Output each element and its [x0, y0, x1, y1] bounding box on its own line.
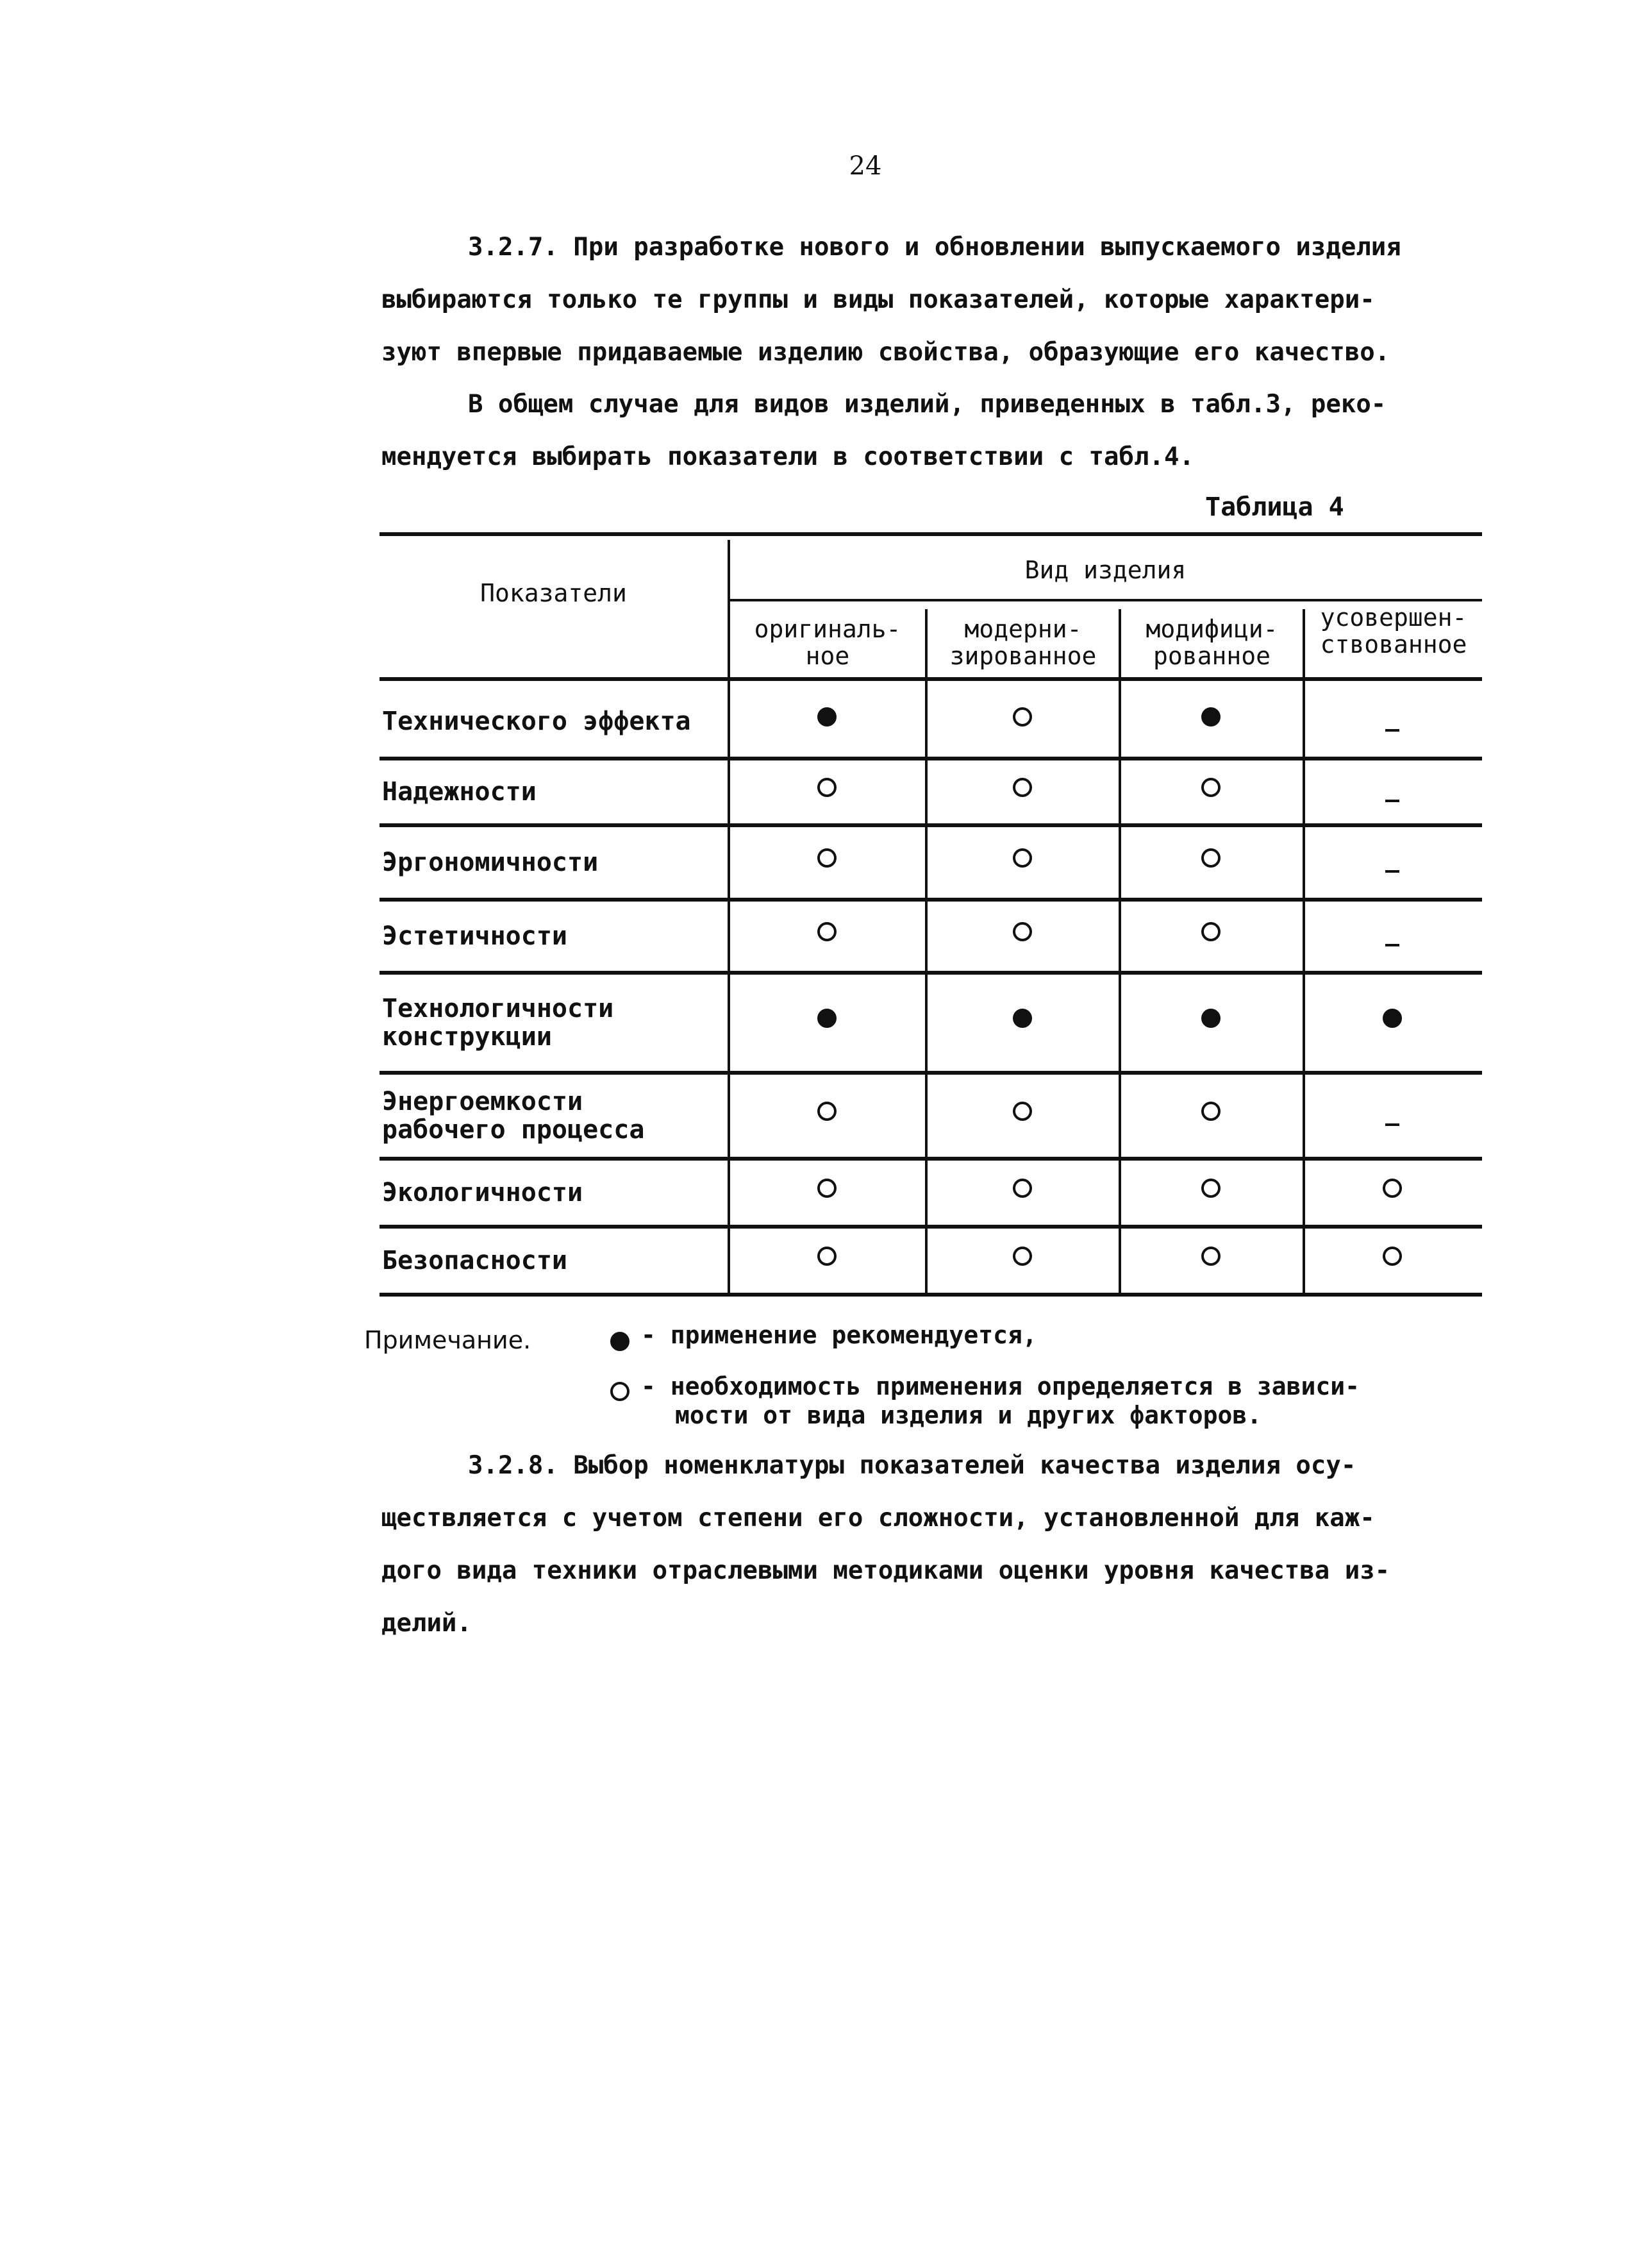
- text-line: дого вида техники отраслевыми методиками оценки уровня качества из-: [381, 1556, 1390, 1585]
- paragraph-3-2-8: [381, 1440, 1471, 1650]
- open-circle-icon: [1201, 1102, 1221, 1121]
- header-indicators: Показатели: [480, 579, 627, 607]
- row-label-line: рабочего процесса: [382, 1114, 645, 1145]
- row-label: [382, 707, 691, 735]
- header-line: модифици-: [1146, 615, 1278, 643]
- note-open-text-1: - необходимость применения определяется в зависи-: [641, 1372, 1360, 1400]
- header-line: усовершен-: [1320, 603, 1467, 632]
- open-circle-icon: [1383, 1247, 1402, 1266]
- open-circle-icon: [817, 1102, 837, 1121]
- open-circle-icon: [1013, 1247, 1032, 1266]
- row-label-line: Безопасности: [382, 1245, 567, 1275]
- open-circle-icon: [610, 1382, 629, 1401]
- table-rule: [729, 599, 1482, 601]
- text-line: В общем случае для видов изделий, приведенных в табл.3, реко-: [468, 390, 1387, 419]
- filled-circle-icon: [1383, 1009, 1402, 1028]
- table-rule: [379, 1293, 1482, 1297]
- row-label: [382, 1247, 567, 1275]
- row-label-line: Эргономичности: [382, 848, 599, 877]
- open-circle-icon: [1013, 778, 1032, 797]
- open-circle-icon: [817, 848, 837, 868]
- filled-circle-icon: [817, 1009, 837, 1028]
- text-line: ществляется с учетом степени его сложности, установленной для каж-: [381, 1504, 1375, 1533]
- header-line: ное: [805, 642, 850, 670]
- dash-icon: [1385, 729, 1399, 732]
- header-product-type: Вид изделия: [1024, 556, 1187, 584]
- page-number: 24: [849, 151, 882, 181]
- text-line: 3.2.8. Выбор номенклатуры показателей качества изделия осу-: [468, 1451, 1356, 1480]
- table-caption: Таблица 4: [1205, 492, 1344, 522]
- open-circle-icon: [1201, 1247, 1221, 1266]
- dash-icon: [1385, 800, 1399, 802]
- table-rule: [379, 823, 1482, 827]
- row-label-line: Надежности: [382, 777, 537, 807]
- row-label: [382, 922, 567, 950]
- open-circle-icon: [1013, 848, 1032, 868]
- filled-circle-icon: [1201, 1009, 1221, 1028]
- header-line: модерни-: [964, 615, 1082, 643]
- table-rule: [379, 757, 1482, 760]
- filled-circle-icon: [610, 1332, 629, 1351]
- header-original: [730, 616, 925, 669]
- note-filled-text: - применение рекомендуется,: [641, 1321, 1037, 1349]
- header-line: ствованное: [1320, 630, 1467, 659]
- paragraph-3-2-7: [381, 221, 1471, 379]
- open-circle-icon: [817, 922, 837, 941]
- row-label-line: Технологичности: [382, 994, 614, 1023]
- filled-circle-icon: [1013, 1009, 1032, 1028]
- open-circle-icon: [817, 778, 837, 797]
- dash-icon: [1385, 944, 1399, 946]
- open-circle-icon: [1013, 1179, 1032, 1198]
- row-label-line: Технического эффекта: [382, 707, 691, 736]
- row-label: [382, 995, 613, 1051]
- table-rule: [379, 677, 1482, 681]
- row-label-line: конструкции: [382, 1022, 552, 1052]
- header-line: оригиналь-: [754, 615, 901, 643]
- open-circle-icon: [1013, 707, 1032, 727]
- paragraph-general-case: [381, 378, 1471, 483]
- open-circle-icon: [817, 1179, 837, 1198]
- open-circle-icon: [1013, 1102, 1032, 1121]
- row-label: [382, 848, 598, 877]
- row-label-line: Энергоемкости: [382, 1086, 583, 1116]
- dash-icon: [1385, 870, 1399, 873]
- text-line: зуют впервые придаваемые изделию свойства, образующие его качество.: [381, 338, 1390, 367]
- table-rule: [379, 1225, 1482, 1229]
- filled-circle-icon: [817, 707, 837, 727]
- header-improved: [1305, 604, 1482, 658]
- open-circle-icon: [1013, 922, 1032, 941]
- note-label: Примечание.: [364, 1326, 531, 1354]
- text-line: мендуется выбирать показатели в соответствии с табл.4.: [381, 442, 1194, 471]
- table-rule: [379, 898, 1482, 902]
- header-modernized: [928, 616, 1119, 669]
- row-label: [382, 1088, 644, 1144]
- open-circle-icon: [1383, 1179, 1402, 1198]
- row-label-line: Экологичности: [382, 1178, 583, 1207]
- open-circle-icon: [1201, 778, 1221, 797]
- row-label: [382, 1179, 583, 1207]
- table-rule: [379, 971, 1482, 975]
- column-divider: [925, 609, 928, 1295]
- table-rule: [379, 1071, 1482, 1075]
- filled-circle-icon: [1201, 707, 1221, 727]
- table-rule: [379, 532, 1482, 536]
- table-rule: [379, 1157, 1482, 1161]
- open-circle-icon: [1201, 922, 1221, 941]
- note-open-text-2: мости от вида изделия и других факторов.: [675, 1401, 1262, 1429]
- row-label-line: Эстетичности: [382, 921, 567, 951]
- open-circle-icon: [1201, 848, 1221, 868]
- open-circle-icon: [1201, 1179, 1221, 1198]
- text-line: выбираются только те группы и виды показателей, которые характери-: [381, 285, 1375, 314]
- text-line: делий.: [381, 1609, 472, 1638]
- header-line: рованное: [1153, 642, 1271, 670]
- text-line: 3.2.7. При разработке нового и обновлении выпускаемого изделия: [468, 233, 1401, 262]
- column-divider: [1303, 609, 1305, 1295]
- row-label: [382, 778, 537, 806]
- open-circle-icon: [817, 1247, 837, 1266]
- dash-icon: [1385, 1123, 1399, 1126]
- header-modified: [1121, 616, 1303, 669]
- header-line: зированное: [949, 642, 1097, 670]
- column-divider: [1119, 609, 1121, 1295]
